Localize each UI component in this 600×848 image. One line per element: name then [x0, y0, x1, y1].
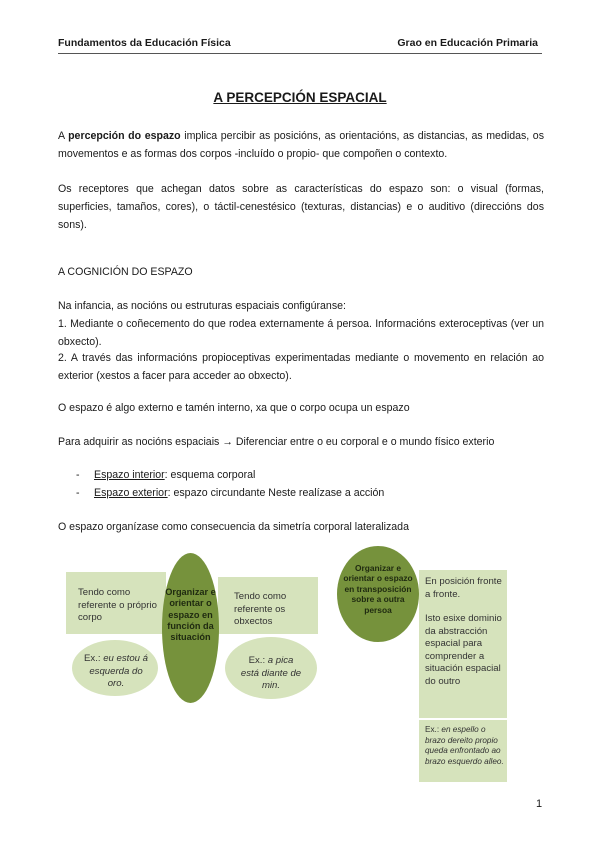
box-mirror-example-text — [425, 725, 505, 767]
section-paragraph-2: 1. Mediante o coñecemento do que rodea externamente á persoa. Informacións exteroceptivas (ver un obxecto). — [58, 318, 544, 348]
header-rule — [58, 53, 542, 54]
list-item — [76, 466, 255, 484]
example-text: a pica está diante de min. — [240, 655, 302, 691]
section-paragraph-1: Na infancia, as nocións ou estruturas espaciais configúranse: — [58, 300, 346, 312]
list-text: : esquema corporal — [164, 469, 256, 481]
intro-rest: implica percibir as posicións, as orientacións, as distancias, as medidas, os movementos e as formas dos corpos -incluído o propio- que compoñen o contexto. — [58, 130, 544, 160]
example-text: en espello o brazo dereito propio queda enfrontado ao brazo esquerdo alleo. — [425, 725, 504, 766]
box-objects-text: Tendo como referente os obxectos — [234, 591, 287, 627]
intro-bold-term: percepción do espazo — [68, 130, 181, 142]
center-right-text: Organizar e orientar o espazo en transposición sobre a outra persoa — [343, 563, 413, 615]
intro-paragraph-1 — [58, 127, 544, 163]
example-prefix: Ex.: — [425, 725, 442, 734]
list-term: Espazo exterior — [94, 487, 168, 499]
list-dash: - — [76, 487, 80, 499]
example-right-text — [240, 655, 302, 693]
example-prefix: Ex.: — [248, 655, 268, 666]
section-heading: A COGNICIÓN DO ESPAZO — [58, 266, 193, 278]
section-paragraph-5: Para adquirir as nocións espaciais → Diferenciar entre o eu corporal e o mundo físico exterio — [58, 436, 495, 448]
center-left-text: Organizar e orientar o espazo en función da situación — [165, 587, 216, 643]
section-paragraph-3: 2. A través das informacións propioceptivas experimentadas mediante o movemento en relación ao exterior (xestos a facer para acceder ao obxecto). — [58, 352, 544, 382]
box-own-body-text: Tendo como referente o próprio corpo — [78, 587, 157, 623]
intro-start: A — [58, 130, 69, 142]
section-paragraph-6: O espazo organízase como consecuencia da simetría corporal lateralizada — [58, 521, 409, 533]
example-text: eu estou á esquerda do oro. — [89, 653, 149, 689]
intro-paragraph-2: Os receptores que achegan datos sobre as características do espazo son: o visual (formas, superficies, tamaños, cores), o táctil-cenestésico (texturas, distancias) e o auditivo (direccións dos sons). — [58, 183, 544, 231]
header-left: Fundamentos da Educación Física — [58, 37, 231, 49]
list-text: : espazo circundante Neste realízase a acción — [167, 487, 385, 499]
list-dash: - — [76, 469, 80, 481]
box-face-to-face-title: En posición fronte a fronte. — [425, 576, 502, 600]
example-left-text — [84, 653, 148, 691]
box-face-to-face-text: Isto esixe dominio da abstracción espacial para comprender a situación espacial do outro — [425, 613, 502, 687]
header-right: Grao en Educación Primaria — [397, 37, 538, 49]
example-prefix: Ex.: — [84, 653, 104, 664]
list-item — [76, 484, 384, 502]
section-paragraph-4: O espazo é algo externo e tamén interno, xa que o corpo ocupa un espazo — [58, 402, 410, 414]
list-term: Espazo interior — [94, 469, 165, 481]
page-title: A PERCEPCIÓN ESPACIAL — [213, 90, 387, 105]
page-number: 1 — [536, 798, 543, 810]
